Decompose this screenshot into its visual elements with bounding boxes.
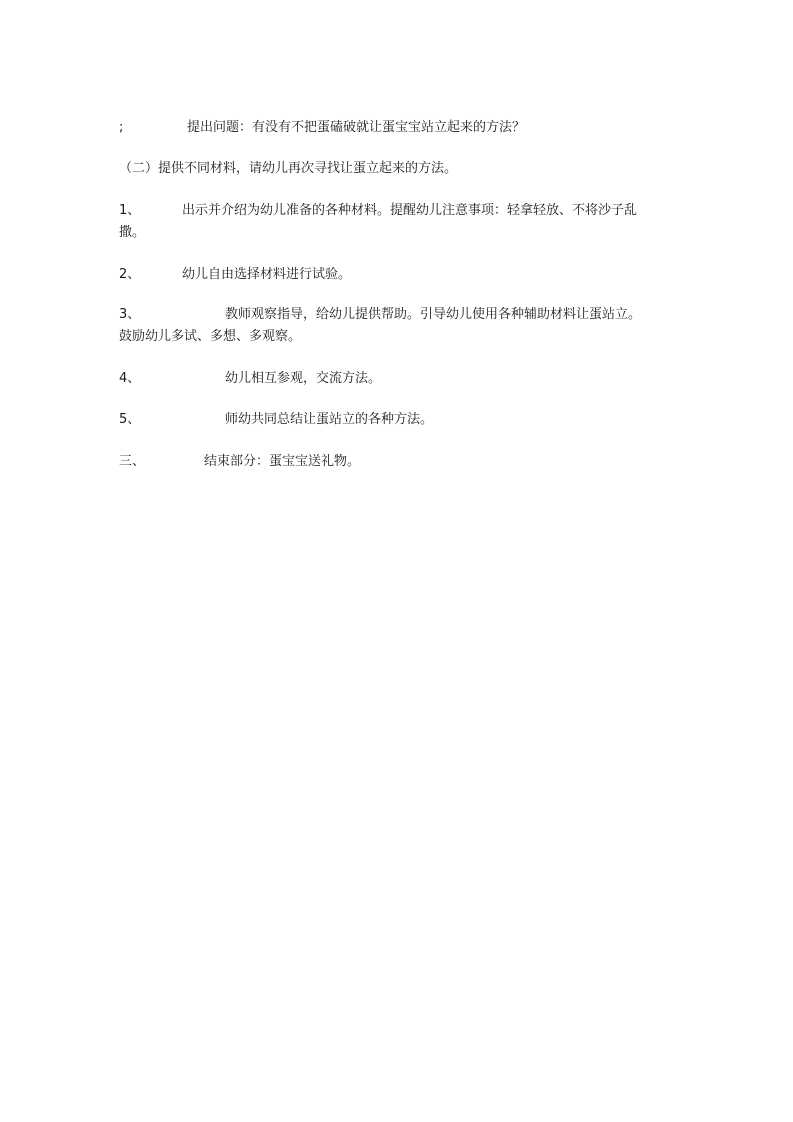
list-marker: 2、 — [119, 267, 141, 282]
list-marker: 4、 — [119, 371, 141, 386]
list-item-3 — [119, 304, 679, 348]
paragraph-text: 提出问题：有没有不把蛋磕破就让蛋宝宝站立起来的方法？ — [187, 120, 526, 135]
list-item-text: 幼儿相互参观，交流方法。 — [225, 371, 382, 386]
section-marker: 三、 — [119, 454, 146, 469]
list-marker: 3、 — [119, 307, 141, 322]
list-marker: 1、 — [119, 203, 141, 218]
list-item-4 — [119, 368, 679, 390]
list-item-text: 出示并介绍为幼儿准备的各种材料。提醒幼儿注意事项：轻拿轻放、不将沙子乱 — [182, 203, 638, 218]
list-item-text-continuation: 鼓励幼儿多试、多想、多观察。 — [119, 329, 302, 344]
list-item-text: 师幼共同总结让蛋站立的各种方法。 — [225, 412, 434, 427]
list-item-text: 幼儿自由选择材料进行试验。 — [182, 267, 352, 282]
list-marker: 5、 — [119, 412, 141, 427]
section-heading-three — [119, 451, 679, 473]
paragraph-question — [119, 117, 679, 139]
list-item-text-continuation: 撒。 — [119, 225, 146, 240]
list-item-2 — [119, 264, 679, 286]
paragraph-marker: ; — [119, 120, 124, 135]
section-heading-two — [119, 158, 679, 180]
list-item-5 — [119, 409, 679, 431]
section-heading-text: 结束部分：蛋宝宝送礼物。 — [204, 454, 361, 469]
list-item-text: 教师观察指导，给幼儿提供帮助。引导幼儿使用各种辅助材料让蛋站立。 — [225, 307, 642, 322]
list-item-1 — [119, 200, 679, 244]
paragraph-text: （二）提供不同材料，请幼儿再次寻找让蛋立起来的方法。 — [119, 161, 458, 176]
